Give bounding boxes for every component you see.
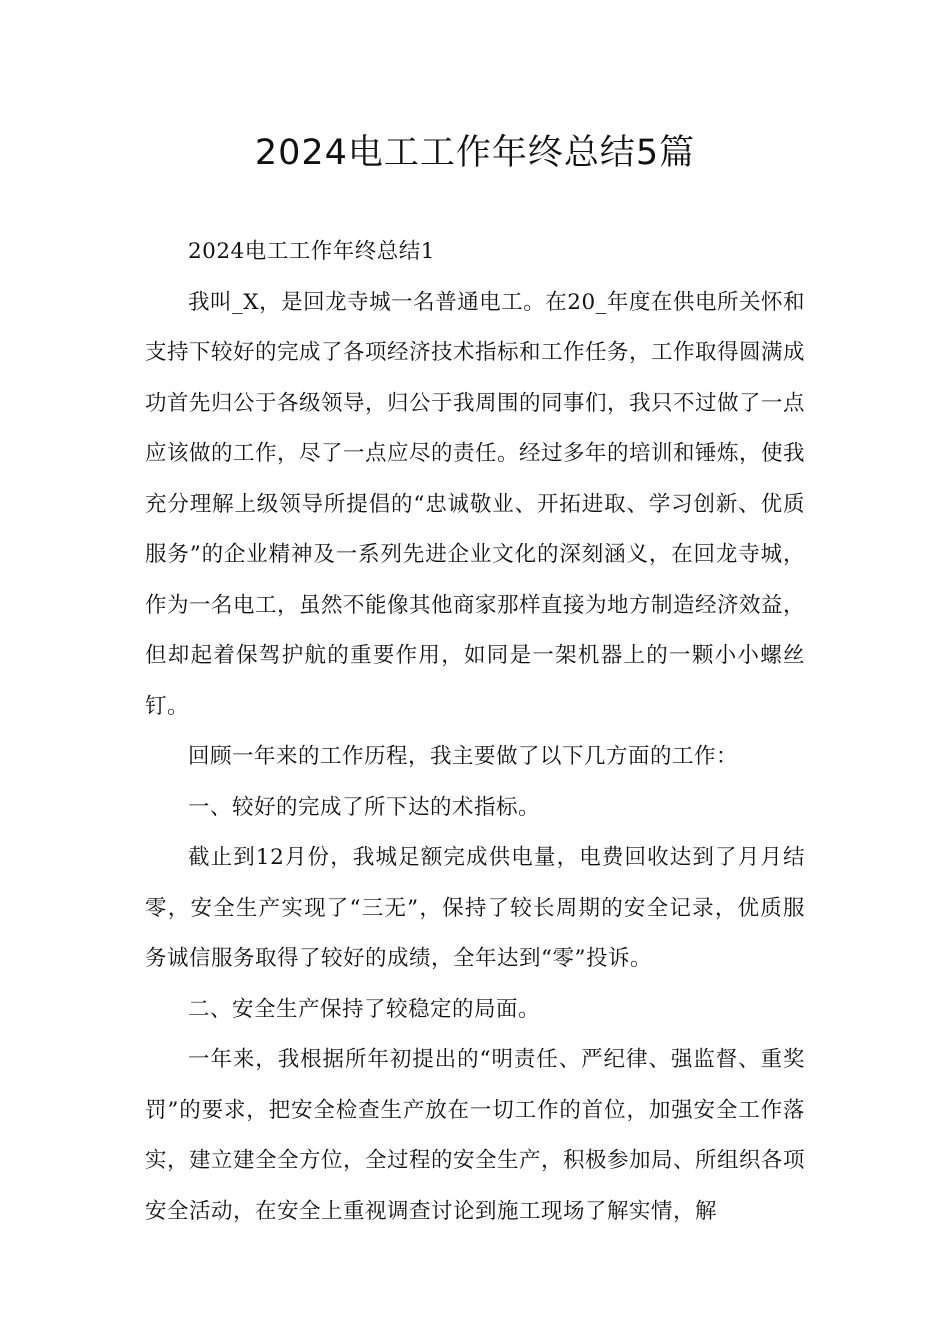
paragraph-heading: 一、较好的完成了所下达的术指标。 — [188, 794, 541, 820]
paragraph: 截止到12月份，我城足额完成供电量，电费回收达到了月月结零，安全生产实现了“三无”，保持了较长周期的安全记录，优质服务诚信服务取得了较好的成绩，全年达到“零”投诉。 — [145, 845, 805, 971]
paragraph-heading: 二、安全生产保持了较稳定的局面。 — [188, 996, 541, 1022]
paragraph: 回顾一年来的工作历程，我主要做了以下几方面的工作： — [188, 744, 739, 769]
paragraph: 一年来，我根据所年初提出的“明责任、严纪律、强监督、重奖罚”的要求，把安全检查生产放在一切工作的首位，加强安全工作落实，建立建全全方位，全过程的安全生产，积极参加局、所组织各项安全活动，在安全上重视调查讨论到施工现场了解实情，解 — [145, 1047, 806, 1224]
document-body — [145, 227, 805, 1237]
paragraph: 我叫_X，是回龙寺城一名普通电工。在20_年度在供电所关怀和支持下较好的完成了各项经济技术指标和工作任务，工作取得圆满成功首先归公于各级领导，归公于我周围的同事们，我只不过做了一点应该做的工作，尽了一点应尽的责任。经过多年的培训和锤炼，使我充分理解上级领导所提倡的“忠诚敬业、开拓进取、学习创新、优质服务”的企业精神及一系列先进企业文化的深刻涵义，在回龙寺城，作为一名电工，虽然不能像其他商家那样直接为地方制造经济效益，但却起着保驾护航的重要作用，如同是一架机器上的一颗小小螺丝钉。 — [145, 289, 806, 719]
section-heading: 2024电工工作年终总结1 — [188, 239, 435, 264]
document-title: 2024电工工作年终总结5篇 — [254, 133, 696, 173]
